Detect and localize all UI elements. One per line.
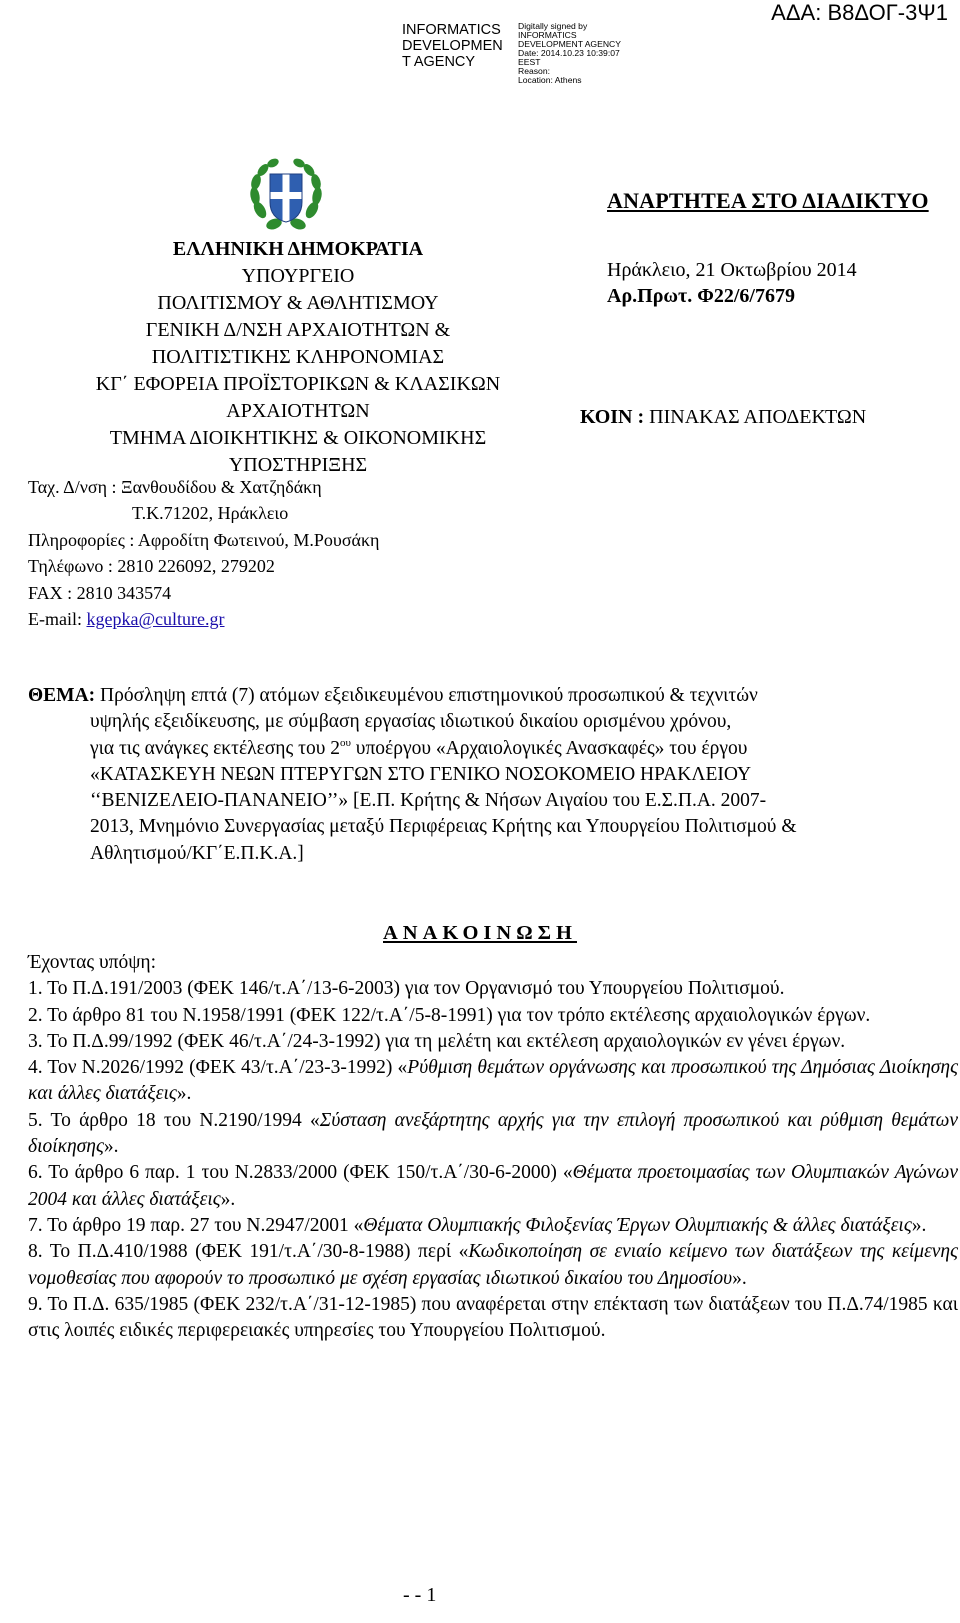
- subject-text-line: Πρόσληψη επτά (7) ατόμων εξειδικευμένου επιστημονικού προσωπικού & τεχνιτών: [100, 685, 758, 706]
- item-text: 4. Τον Ν.2026/1992 (ΦΕΚ 43/τ.Α΄/23-3-1992) «: [28, 1057, 408, 1079]
- signature-detail-line: Location: Athens: [518, 75, 582, 85]
- item-text: 7. Το άρθρο 19 παρ. 27 του Ν.2947/2001 «: [28, 1214, 364, 1236]
- sender-block: [48, 236, 548, 479]
- subject-text-line: 2013, Μνημόνιο Συνεργασίας μεταξύ Περιφέρειας Κρήτης και Υπουργείου Πολιτισμού &: [90, 816, 797, 838]
- list-item: [28, 1213, 958, 1239]
- signature-detail-line: Reason:: [518, 66, 551, 76]
- sender-line: ΓΕΝΙΚΗ Δ/ΝΣΗ ΑΡΧΑΙΟΤΗΤΩΝ &: [145, 319, 451, 341]
- contact-email-row: [28, 606, 548, 632]
- item-italic-text: Θέματα προετοιμασίας των Ολυμπιακών Αγώνων 2004 και άλλες διατάξεις: [28, 1162, 958, 1210]
- sender-line: ΠΟΛΙΤΙΣΤΙΚΗΣ ΚΛΗΡΟΝΟΜΙΑΣ: [151, 346, 445, 368]
- signature-details: [518, 22, 621, 85]
- signature-detail-line: INFORMATICS: [518, 30, 577, 40]
- subject-first-line: [28, 683, 958, 709]
- sender-line: ΚΓ΄ ΕΦΟΡΕΙΑ ΠΡΟΪΣΤΟΡΙΚΩΝ & ΚΛΑΣΙΚΩΝ: [95, 373, 501, 395]
- list-item: [28, 1003, 958, 1029]
- contact-fax: FAX : 2810 343574: [28, 582, 172, 603]
- list-item: [28, 1160, 958, 1213]
- contact-block: [28, 474, 548, 632]
- contact-phone: Τηλέφωνο : 2810 226092, 279202: [28, 556, 275, 577]
- signature-detail-line: Date: 2014.10.23 10:39:07: [518, 48, 620, 58]
- item-text: ».: [911, 1214, 927, 1236]
- subject-text-part: για τις ανάγκες εκτέλεσης του 2: [90, 737, 340, 759]
- superscript-ordinal: ου: [339, 736, 351, 749]
- item-text: 9. Το Π.Δ. 635/1985 (ΦΕΚ 232/τ.Α΄/31-12-1985) που αναφέρεται στην επέκταση των διατάξεων του Π.Δ.74/1985 και στις λοιπές ειδικές περιφερειακές υπηρεσίες του Υπουργείου Πολιτισμού.: [28, 1293, 958, 1342]
- greek-coat-of-arms-icon: [246, 158, 326, 236]
- page-number: - - 1: [403, 1584, 437, 1606]
- email-link[interactable]: kgepka@culture.gr: [86, 609, 225, 630]
- item-text: 2. Το άρθρο 81 του Ν.1958/1991 (ΦΕΚ 122/τ.Α΄/5-8-1991) για τον τρόπο εκτέλεσης αρχαιολογικών έργων.: [28, 1004, 871, 1026]
- list-item: [28, 1029, 958, 1055]
- sender-line: ΤΜΗΜΑ ΔΙΟΙΚΗΤΙΚΗΣ & ΟΙΚΟΝΟΜΙΚΗΣ: [109, 427, 487, 449]
- list-item: [28, 1292, 958, 1345]
- koin-label: ΚΟΙΝ :: [580, 406, 645, 428]
- place-date: Ηράκλειο, 21 Οκτωβρίου 2014: [607, 259, 857, 281]
- email-label: E-mail:: [28, 609, 82, 630]
- koin-line: [580, 404, 866, 431]
- publish-note: ΑΝΑΡΤΗΤΕΑ ΣΤΟ ΔΙΑΔΙΚΤΥΟ: [607, 188, 929, 213]
- item-text: 6. Το άρθρο 6 παρ. 1 του Ν.2833/2000 (ΦΕΚ 150/τ.Α΄/30-6-2000) «: [28, 1162, 573, 1184]
- sender-line: ΥΠΟΣΤΗΡΙΞΗΣ: [228, 454, 368, 476]
- list-item: [28, 976, 958, 1002]
- subject-label: ΘΕΜΑ:: [28, 685, 96, 706]
- signer-name: INFORMATICS DEVELOPMEN T AGENCY: [402, 22, 503, 70]
- sender-line: ΥΠΟΥΡΓΕΙΟ: [241, 265, 355, 287]
- subject-text-line: «ΚΑΤΑΣΚΕΥΗ ΝΕΩΝ ΠΤΕΡΥΓΩΝ ΣΤΟ ΓΕΝΙΚΟ ΝΟΣΟΚΟΜΕΙΟ ΗΡΑΚΛΕΙΟΥ: [90, 763, 752, 785]
- signature-detail-line: EEST: [518, 57, 541, 67]
- subject-text-line: υψηλής εξειδίκευσης, με σύμβαση εργασίας ιδιωτικού δικαίου ορισμένου χρόνου,: [90, 711, 732, 733]
- contact-info: Πληροφορίες : Αφροδίτη Φωτεινού, Μ.Ρουσάκη: [28, 529, 380, 550]
- considering-list: [28, 950, 958, 1344]
- contact-postal: Τ.Κ.71202, Ηράκλειο: [132, 503, 289, 524]
- item-italic-text: Κωδικοποίηση σε ενιαίο κείμενο των διατάξεων της κείμενης νομοθεσίας που αφορούν το προσωπικό με σχέση εργασίας ιδιωτικού δικαίου του Δημοσίου: [28, 1241, 958, 1289]
- protocol-number: Αρ.Πρωτ. Φ22/6/7679: [607, 285, 795, 307]
- item-italic-text: Θέματα Ολυμπιακής Φιλοξενίας Έργων Ολυμπιακής & άλλες διατάξεις: [363, 1214, 912, 1236]
- sender-line: ΠΟΛΙΤΙΣΜΟΥ & ΑΘΛΗΤΙΣΜΟΥ: [157, 292, 439, 314]
- list-item: [28, 1239, 958, 1292]
- item-text: 3. Το Π.Δ.99/1992 (ΦΕΚ 46/τ.Α΄/24-3-1992) για τη μελέτη και εκτέλεση αρχαιολογικών εν γένει έργων.: [28, 1030, 846, 1052]
- item-italic-text: Σύσταση ανεξάρτητης αρχής για την επιλογή προσωπικού και ρύθμιση θεμάτων διοίκησης: [28, 1109, 958, 1158]
- subject-text-part: υποέργου «Αρχαιολογικές Ανασκαφές» του έργου: [350, 737, 748, 759]
- item-text: 8. Το Π.Δ.410/1988 (ΦΕΚ 191/τ.Α΄/30-8-1988) περί «: [28, 1241, 469, 1263]
- list-item: [28, 1108, 958, 1161]
- item-italic-text: Ρύθμιση θεμάτων οργάνωσης και προσωπικού της Δημόσιας Διοίκησης και άλλες διατάξεις: [28, 1057, 958, 1105]
- subject-block: [28, 683, 958, 867]
- list-item: [28, 1055, 958, 1108]
- sender-line: ΑΡΧΑΙΟΤΗΤΩΝ: [226, 400, 370, 422]
- subject-text-line: ‘‘ΒΕΝΙΖΕΛΕΙΟ-ΠΑΝΑΝΕΙΟ’’» [Ε.Π. Κρήτης & Νήσων Αιγαίου του Ε.Σ.Π.Α. 2007-: [90, 790, 767, 812]
- considering-intro: Έχοντας υπόψη:: [28, 952, 157, 973]
- signature-detail-line: Digitally signed by: [518, 21, 588, 31]
- sender-line: ΕΛΛΗΝΙΚΗ ΔΗΜΟΚΡΑΤΙΑ: [172, 238, 424, 260]
- item-text: 5. Το άρθρο 18 του Ν.2190/1994 «: [28, 1109, 320, 1131]
- contact-address: Ταχ. Δ/νση : Ξανθουδίδου & Χατζηδάκη: [28, 477, 322, 497]
- signature-detail-line: DEVELOPMENT AGENCY: [518, 39, 621, 49]
- item-text: ».: [176, 1083, 192, 1105]
- item-text: ».: [220, 1188, 236, 1210]
- announcement-title: ΑΝΑΚΟΙΝΩΣΗ: [383, 922, 577, 944]
- subject-text-line: [28, 736, 958, 762]
- item-text: 1. Το Π.Δ.191/2003 (ΦΕΚ 146/τ.Α΄/13-6-2003) για τον Οργανισμό του Υπουργείου Πολιτισμού.: [28, 978, 785, 1000]
- item-text: ».: [103, 1136, 119, 1158]
- koin-value: ΠΙΝΑΚΑΣ ΑΠΟΔΕΚΤΩΝ: [649, 406, 867, 428]
- item-text: ».: [732, 1267, 747, 1289]
- ada-code: ΑΔΑ: Β8ΔΟΓ-3Ψ1: [771, 0, 948, 25]
- subject-text-line: Αθλητισμού/ΚΓ΄Ε.Π.Κ.Α.]: [90, 842, 304, 864]
